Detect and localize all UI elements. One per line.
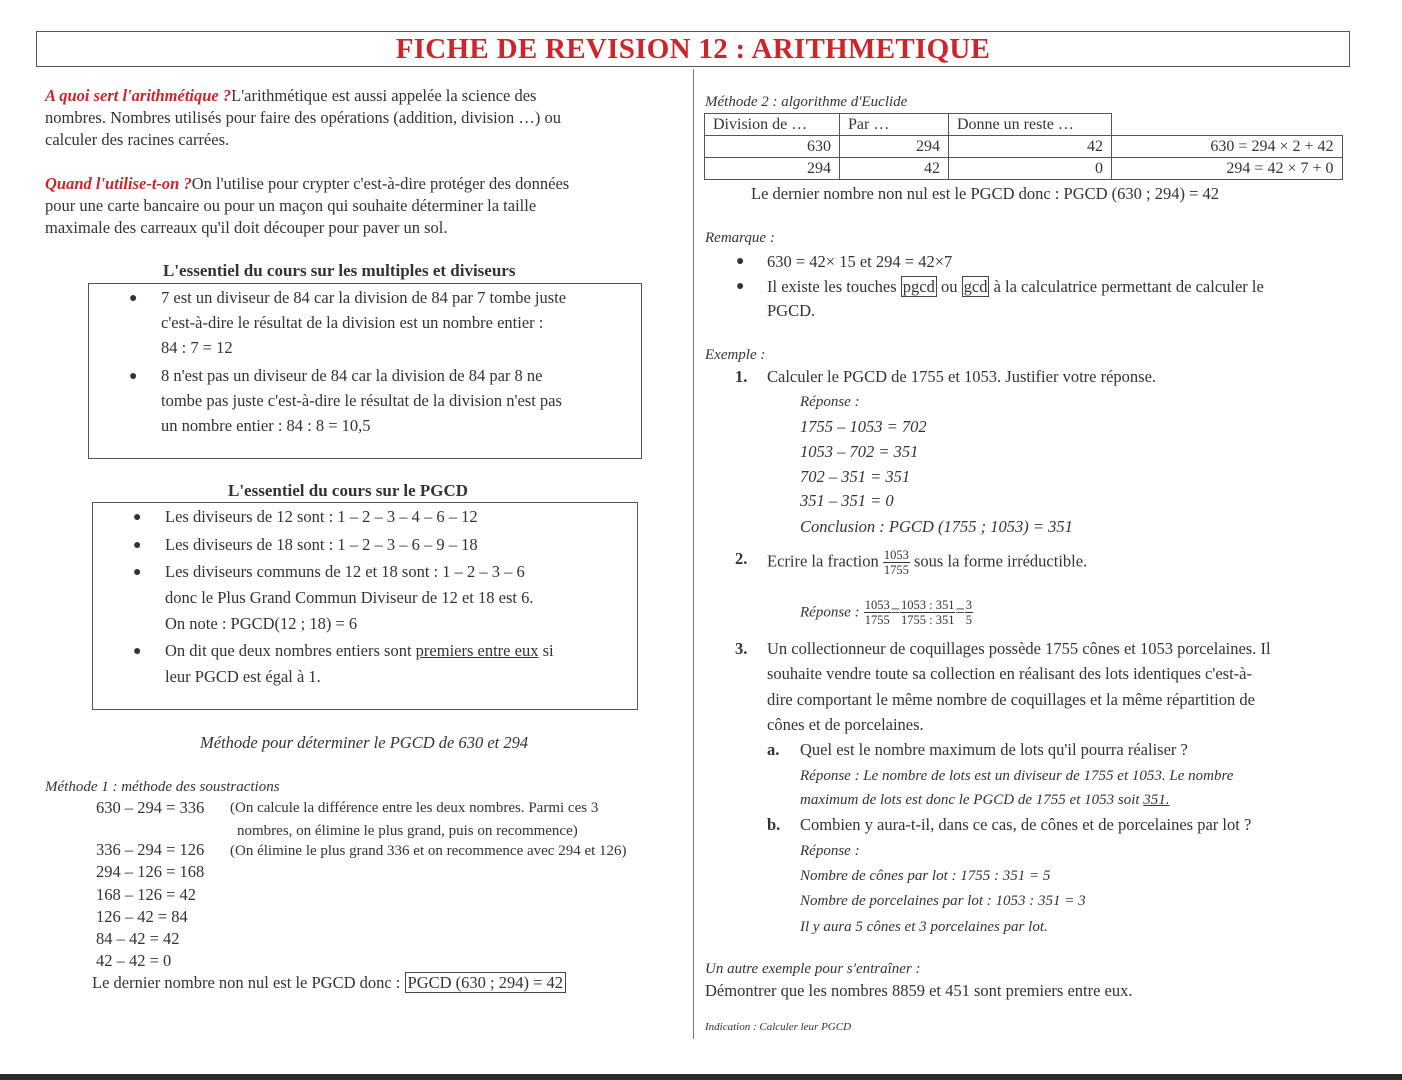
- soustraction-line: 42 – 42 = 0: [96, 951, 172, 970]
- conclusion-line: Le dernier nombre non nul est le PGCD donc : PGCD (630 ; 294) = 42: [92, 972, 566, 994]
- column-divider: [693, 69, 694, 1039]
- pgcd-box: [92, 502, 638, 710]
- bullet-icon: ●: [133, 565, 142, 580]
- ex1-conclusion: Conclusion : PGCD (1755 ; 1053) = 351: [800, 517, 1073, 536]
- note-line: (On calcule la différence entre les deux nombres. Parmi ces 3: [230, 800, 599, 816]
- table-row: [705, 158, 1343, 180]
- ex3b-answer: Nombre de cônes par lot : 1755 : 351 = 5: [800, 868, 1051, 884]
- indication: Indication : Calculer leur PGCD: [705, 1021, 852, 1033]
- ex3b-answer: Il y aura 5 cônes et 3 porcelaines par lot.: [800, 919, 1048, 935]
- bullet-icon: ●: [133, 538, 142, 553]
- table-cell: 42: [840, 158, 949, 180]
- ex3-line: Un collectionneur de coquillages possède 1755 cônes et 1053 porcelaines. Il: [767, 639, 1271, 658]
- bullet-icon: ●: [129, 369, 138, 384]
- table-cell: 294: [705, 158, 840, 180]
- q2-text: On l'utilise pour crypter c'est-à-dire protéger des données: [191, 174, 570, 193]
- ex3a-number: a.: [767, 740, 780, 759]
- pgcd-line: Les diviseurs de 12 sont : 1 – 2 – 3 – 4 – 6 – 12: [165, 507, 478, 526]
- ex2-answer: Réponse : $\frac{1053}{1755}$ = $\frac{1053 : 351}{1755 : 351}$ = $\frac{3}{5}$: [800, 598, 973, 627]
- methode-title: Méthode pour déterminer le PGCD de 630 et 294: [200, 733, 529, 752]
- multiples-line: 8 n'est pas un diviseur de 84 car la division de 84 par 8 ne: [161, 366, 543, 385]
- table-cell: 630: [705, 136, 840, 158]
- euclide-table: [704, 113, 1343, 180]
- q2-line3: maximale des carreaux qu'il doit découper pour paver un sol.: [45, 218, 448, 237]
- q1-text: L'arithmétique est aussi appelée la science des: [231, 86, 537, 105]
- ex1-step: 1755 – 1053 = 702: [800, 417, 927, 436]
- table-row: [705, 136, 1343, 158]
- fraction: $\frac{1053}{1755}$: [864, 598, 890, 627]
- ex2-question: Ecrire la fraction $\frac{1053}{1755}$ sous la forme irréductible.: [767, 548, 1088, 577]
- q1-label: A quoi sert l'arithmétique ?: [45, 86, 232, 105]
- ex1-step: 702 – 351 = 351: [800, 467, 911, 486]
- ex3a-question: Quel est le nombre maximum de lots qu'il pourra réaliser ?: [800, 740, 1188, 759]
- note-line: nombres, on élimine le plus grand, puis on recommence): [237, 823, 578, 839]
- pgcd-line: On note : PGCD(12 ; 18) = 6: [165, 614, 358, 633]
- soustraction-line: 336 – 294 = 126: [96, 840, 205, 859]
- exemple-label: Exemple :: [705, 347, 766, 363]
- table-cell: 0: [949, 158, 1112, 180]
- page-title: FICHE DE REVISION 12 : ARITHMETIQUE: [395, 33, 991, 65]
- pgcd-line: Les diviseurs de 18 sont : 1 – 2 – 3 – 6 – 9 – 18: [165, 535, 478, 554]
- soustraction-line: 84 – 42 = 42: [96, 929, 180, 948]
- ex3b-question: Combien y aura-t-il, dans ce cas, de cônes et de porcelaines par lot ?: [800, 815, 1252, 834]
- ex1-number: 1.: [735, 367, 748, 386]
- q1-line3: calculer des racines carrées.: [45, 130, 230, 149]
- bullet-icon: ●: [129, 291, 138, 306]
- methode1-label: Méthode 1 : méthode des soustractions: [45, 779, 280, 795]
- conclusion2: Le dernier nombre non nul est le PGCD donc : PGCD (630 ; 294) = 42: [751, 184, 1220, 203]
- soustraction-line: 630 – 294 = 336: [96, 798, 205, 817]
- fraction: $\frac{1053}{1755}$: [883, 548, 909, 577]
- intro-what: [45, 85, 665, 151]
- reponse-label: Réponse :: [800, 394, 860, 410]
- ex1-question: Calculer le PGCD de 1755 et 1053. Justifier votre réponse.: [767, 367, 1157, 386]
- multiples-box: [88, 283, 642, 459]
- bullet-icon: ●: [133, 510, 142, 525]
- table-header: Donne un reste …: [949, 114, 1112, 136]
- pgcd-line: leur PGCD est égal à 1.: [165, 667, 321, 686]
- remarque2-end: PGCD.: [767, 301, 816, 320]
- q2-label: Quand l'utilise-t-on ?: [45, 174, 192, 193]
- ex3b-reponse-label: Réponse :: [800, 843, 860, 859]
- bottom-bar: [0, 1074, 1402, 1080]
- pgcd-line: On dit que deux nombres entiers sont premiers entre eux si: [165, 641, 554, 660]
- soustraction-line: 126 – 42 = 84: [96, 907, 188, 926]
- q2-line2: pour une carte bancaire ou pour un maçon qui souhaite déterminer la taille: [45, 196, 537, 215]
- ex3-line: souhaite vendre toute sa collection en réalisant des lots identiques c'est-à-: [767, 664, 1252, 683]
- table-header: Division de …: [705, 114, 840, 136]
- table-cell: 42: [949, 136, 1112, 158]
- ex2-number: 2.: [735, 549, 748, 568]
- fraction: $\frac{3}{5}$: [965, 598, 973, 627]
- pgcd-line: Les diviseurs communs de 12 et 18 sont : 1 – 2 – 3 – 6: [165, 562, 525, 581]
- q1-line2: nombres. Nombres utilisés pour faire des opérations (addition, division …) ou: [45, 108, 561, 127]
- fraction: $\frac{1053 : 351}{1755 : 351}$: [901, 598, 955, 627]
- note-line: (On élimine le plus grand 336 et on recommence avec 294 et 126): [230, 843, 627, 859]
- ex1-step: 351 – 351 = 0: [800, 491, 894, 510]
- multiples-line: 84 : 7 = 12: [161, 338, 233, 357]
- multiples-line: 7 est un diviseur de 84 car la division de 84 par 7 tombe juste: [161, 288, 567, 307]
- remarque1: 630 = 42× 15 et 294 = 42×7: [767, 252, 953, 271]
- autre-exemple: Démontrer que les nombres 8859 et 451 sont premiers entre eux.: [705, 981, 1133, 1000]
- ex3a-answer: maximum de lots est donc le PGCD de 1755 et 1053 soit 351.: [800, 792, 1170, 808]
- premiers-entre-eux: premiers entre eux: [415, 641, 539, 660]
- multiples-line: un nombre entier : 84 : 8 = 10,5: [161, 416, 371, 435]
- pgcd-heading: L'essentiel du cours sur le PGCD: [228, 481, 469, 500]
- pgcd-key-icon: pgcd: [902, 277, 935, 296]
- ex3-line: cônes et de porcelaines.: [767, 715, 924, 734]
- ex1-step: 1053 – 702 = 351: [800, 442, 919, 461]
- remarque-label: Remarque :: [705, 230, 775, 246]
- multiples-line: c'est-à-dire le résultat de la division est un nombre entier :: [161, 313, 544, 332]
- pgcd-line: donc le Plus Grand Commun Diviseur de 12 et 18 est 6.: [165, 588, 534, 607]
- remarque2: Il existe les touches pgcd ou gcd à la calculatrice permettant de calculer le: [767, 277, 1264, 296]
- ex3-number: 3.: [735, 639, 748, 658]
- title-box: [36, 31, 1350, 67]
- ex3-line: dire comportant le même nombre de coquillages et la même répartition de: [767, 690, 1255, 709]
- multiples-line: tombe pas juste c'est-à-dire le résultat de la division n'est pas: [161, 391, 562, 410]
- pgcd-result-box: PGCD (630 ; 294) = 42: [405, 972, 567, 993]
- table-cell: 294 = 42 × 7 + 0: [1112, 158, 1343, 180]
- table-header-row: [705, 114, 1343, 136]
- table-cell: 294: [840, 136, 949, 158]
- ex3b-number: b.: [767, 815, 781, 834]
- multiples-heading: L'essentiel du cours sur les multiples et diviseurs: [163, 261, 516, 280]
- bullet-icon: ●: [133, 644, 142, 659]
- ex3a-answer: Réponse : Le nombre de lots est un diviseur de 1755 et 1053. Le nombre: [800, 768, 1234, 784]
- ex3b-answer: Nombre de porcelaines par lot : 1053 : 351 = 3: [800, 893, 1086, 909]
- gcd-key-icon: gcd: [963, 277, 988, 296]
- methode2-label: Méthode 2 : algorithme d'Euclide: [705, 94, 908, 110]
- soustraction-line: 294 – 126 = 168: [96, 862, 205, 881]
- bullet-icon: ●: [736, 254, 745, 269]
- intro-when: [45, 173, 685, 239]
- soustraction-line: 168 – 126 = 42: [96, 885, 197, 904]
- autre-exemple-label: Un autre exemple pour s'entraîner :: [705, 961, 921, 977]
- table-cell: 630 = 294 × 2 + 42: [1112, 136, 1343, 158]
- bullet-icon: ●: [736, 279, 745, 294]
- table-header: Par …: [840, 114, 949, 136]
